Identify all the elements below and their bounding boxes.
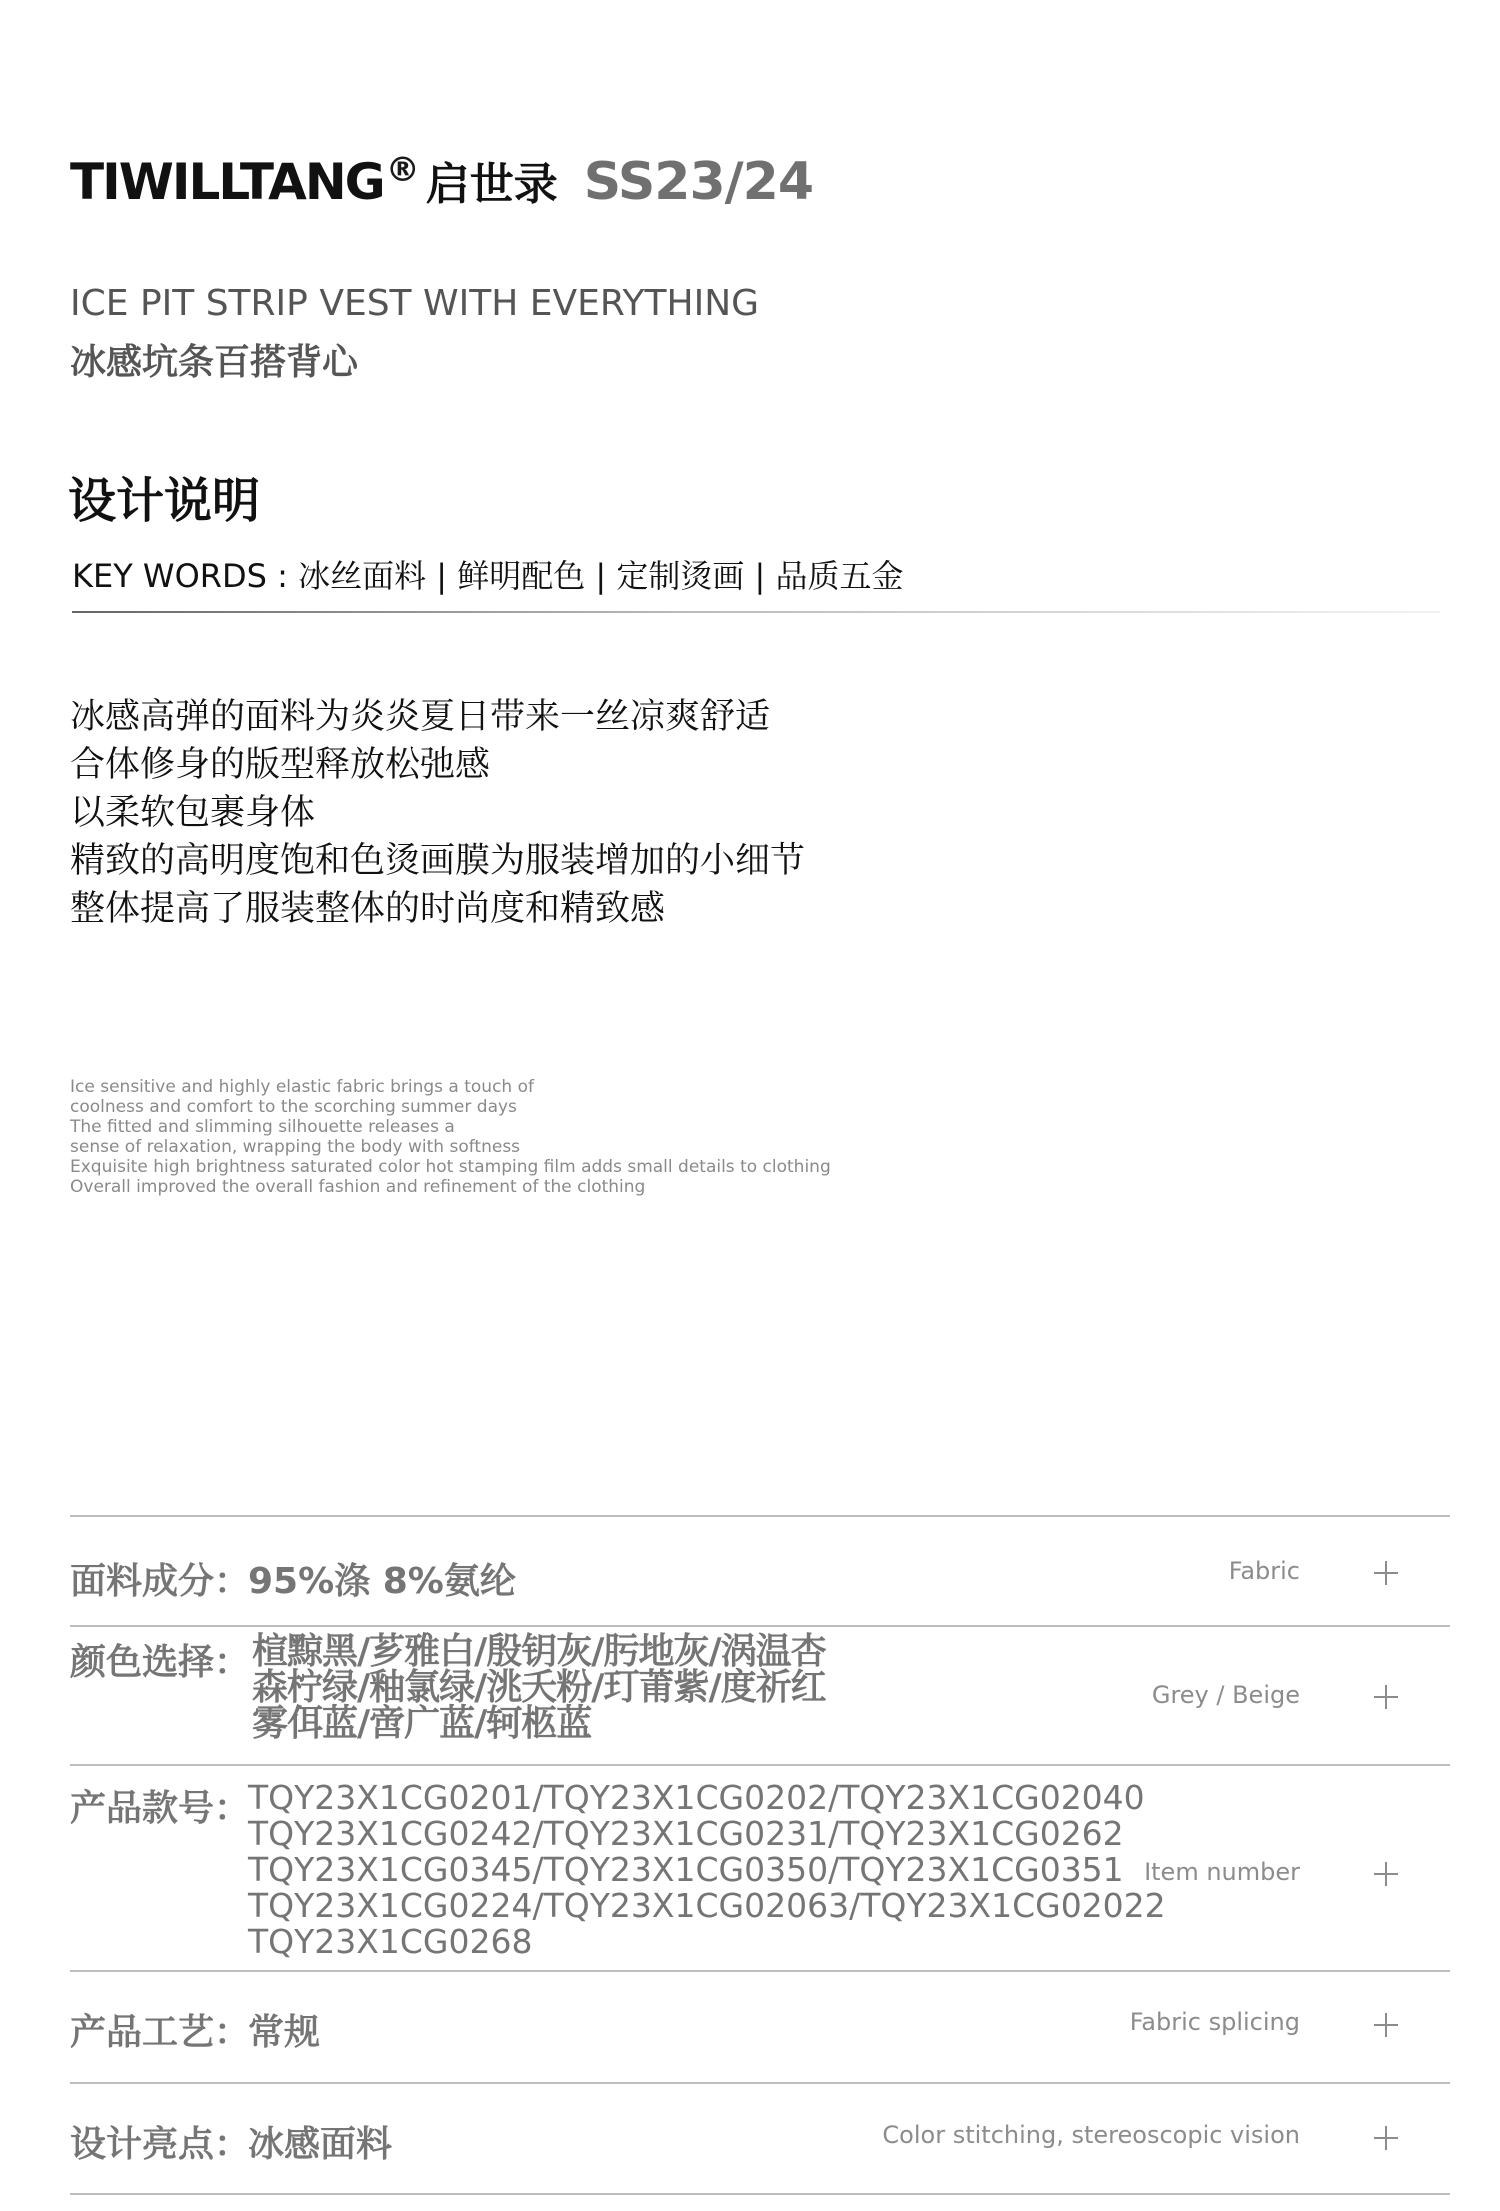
spec-en-highlight: Color stitching, stereoscopic vision [882, 2121, 1300, 2149]
spec-value-line: 森柠绿/釉氯绿/洮夭粉/玎莆紫/度祈红 [252, 1667, 826, 1708]
description-cn-line: 以柔软包裹身体 [70, 793, 316, 833]
spec-value-line: 冰感面料 [248, 2124, 393, 2165]
spec-value-highlight [248, 2116, 392, 2167]
spec-label-color: 颜色选择： [70, 1642, 251, 1683]
spec-label-item-number: 产品款号： [70, 1788, 251, 1829]
description-en-line: sense of relaxation, wrapping the body with softness [70, 1137, 521, 1157]
description-en-line: The fitted and slimming silhouette releases a [70, 1117, 455, 1137]
description-cn-line: 合体修身的版型释放松弛感 [70, 745, 491, 785]
plus-icon[interactable] [1374, 2126, 1398, 2150]
product-title-en: ICE PIT STRIP VEST WITH EVERYTHING [70, 283, 760, 324]
spec-divider [70, 2082, 1450, 2084]
keywords-divider [72, 611, 1440, 613]
registered-mark: ® [385, 150, 420, 190]
spec-en-color: Grey / Beige [1151, 1681, 1300, 1709]
spec-divider [70, 1515, 1450, 1517]
spec-value-line: 95%涤 8%氨纶 [248, 1561, 516, 1602]
spec-value-line: 常规 [248, 2012, 321, 2053]
spec-label-highlight: 设计亮点： [70, 2124, 251, 2165]
spec-value-craft [248, 2004, 320, 2055]
plus-icon[interactable] [1374, 1862, 1398, 1886]
spec-value-item-number [248, 1780, 1166, 1960]
spec-label-fabric: 面料成分： [70, 1561, 251, 1602]
description-en-line: Ice sensitive and highly elastic fabric brings a touch of [70, 1077, 534, 1097]
description-en-line: Overall improved the overall fashion and refinement of the clothing [70, 1177, 646, 1197]
description-cn [70, 693, 805, 933]
section-title: 设计说明 [68, 473, 261, 529]
description-cn-line: 整体提高了服装整体的时尚度和精致感 [70, 889, 666, 929]
spec-value-color [252, 1631, 826, 1744]
spec-en-craft: Fabric splicing [1129, 2008, 1300, 2036]
brand-header [70, 148, 813, 212]
product-title-cn: 冰感坑条百搭背心 [70, 342, 359, 383]
spec-value-line: TQY23X1CG0201/TQY23X1CG0202/TQY23X1CG02040 [248, 1778, 1145, 1817]
season-label: SS23/24 [583, 152, 814, 212]
description-cn-line: 精致的高明度饱和色烫画膜为服装增加的小细节 [70, 841, 806, 881]
spec-label-craft: 产品工艺： [70, 2012, 251, 2053]
description-cn-line: 冰感高弹的面料为炎炎夏日带来一丝凉爽舒适 [70, 697, 771, 737]
brand-name-cn: 启世录 [425, 159, 558, 210]
spec-divider [70, 1625, 1450, 1627]
description-en-line: Exquisite high brightness saturated color hot stamping film adds small details to clothing [70, 1157, 831, 1177]
spec-value-line: TQY23X1CG0268 [248, 1922, 533, 1961]
spec-en-fabric: Fabric [1228, 1557, 1300, 1585]
brand-logo: TIWILLTANG [70, 153, 384, 211]
spec-value-fabric [248, 1553, 516, 1604]
spec-value-line: 雾佴蓝/啻广蓝/轲柩蓝 [252, 1703, 592, 1744]
spec-value-line: TQY23X1CG0345/TQY23X1CG0350/TQY23X1CG0351 [248, 1850, 1124, 1889]
spec-divider [70, 2193, 1450, 2195]
description-en [70, 1077, 831, 1197]
description-en-line: coolness and comfort to the scorching summer days [70, 1097, 517, 1117]
spec-en-item-number: Item number [1144, 1858, 1300, 1886]
spec-value-line: TQY23X1CG0242/TQY23X1CG0231/TQY23X1CG0262 [248, 1814, 1124, 1853]
plus-icon[interactable] [1374, 2013, 1398, 2037]
spec-value-line: TQY23X1CG0224/TQY23X1CG02063/TQY23X1CG02022 [248, 1886, 1166, 1925]
plus-icon[interactable] [1374, 1561, 1398, 1585]
spec-value-line: 楦黥黑/芗雅白/殷钥灰/肟地灰/涡温杏 [252, 1631, 826, 1672]
spec-divider [70, 1970, 1450, 1972]
keywords: KEY WORDS : 冰丝面料 | 鲜明配色 | 定制烫画 | 品质五金 [72, 557, 904, 595]
spec-divider [70, 1764, 1450, 1766]
plus-icon[interactable] [1374, 1685, 1398, 1709]
